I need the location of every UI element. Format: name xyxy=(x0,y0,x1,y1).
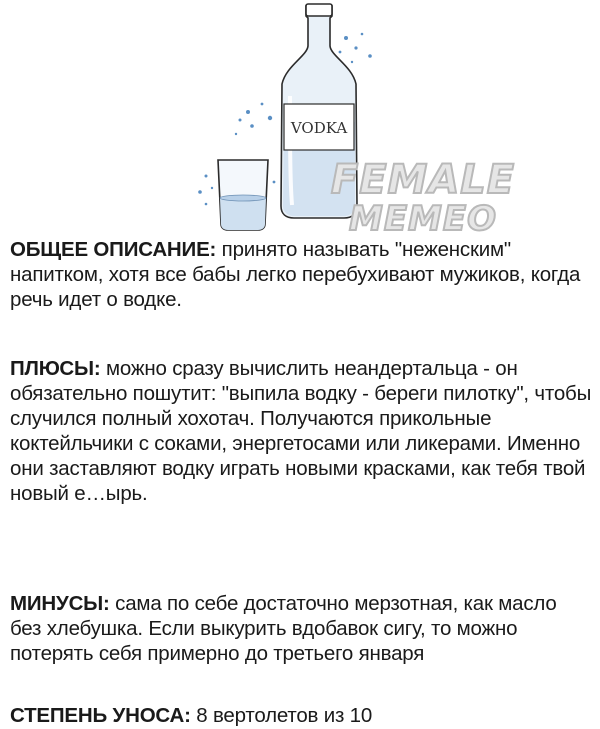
general-description-section xyxy=(10,237,592,312)
pros-body: можно сразу вычислить неандертальца - он обязательно пошутит: "выпила водку - береги пилотку", чтобы случился полный хохотач. Получаются прикольные коктейльчики с соками, энергетосами или ликерами. Именно они заставляют водку играть новыми красками, как тебя твой новый е…ырь. xyxy=(10,357,592,505)
vodka-illustration xyxy=(0,0,600,239)
rating-body: 8 вертолетов из 10 xyxy=(196,704,373,727)
pros-section xyxy=(10,356,592,506)
cons-heading: МИНУСЫ: xyxy=(10,592,110,615)
bottle-label-text: VODKA xyxy=(290,119,348,137)
general-description-heading: ОБЩЕЕ ОПИСАНИЕ: xyxy=(10,238,217,261)
rating-section xyxy=(10,703,592,728)
watermark-line-1: FEMALE xyxy=(330,157,516,203)
pros-heading: ПЛЮСЫ: xyxy=(10,357,101,380)
rating-heading: СТЕПЕНЬ УНОСА: xyxy=(10,704,191,727)
bottle-cap xyxy=(306,4,332,16)
cons-body: сама по себе достаточно мерзотная, как масло без хлебушка. Если выкурить вдобавок сигу, то можно потерять себя примерно до третьего января xyxy=(10,592,557,665)
cons-section xyxy=(10,591,592,666)
watermark-line-2: MEMEO xyxy=(348,199,498,239)
general-description-body: принято называть "неженским" напитком, хотя все бабы легко перебухивают мужиков, когда речь идет о водке. xyxy=(10,238,581,311)
